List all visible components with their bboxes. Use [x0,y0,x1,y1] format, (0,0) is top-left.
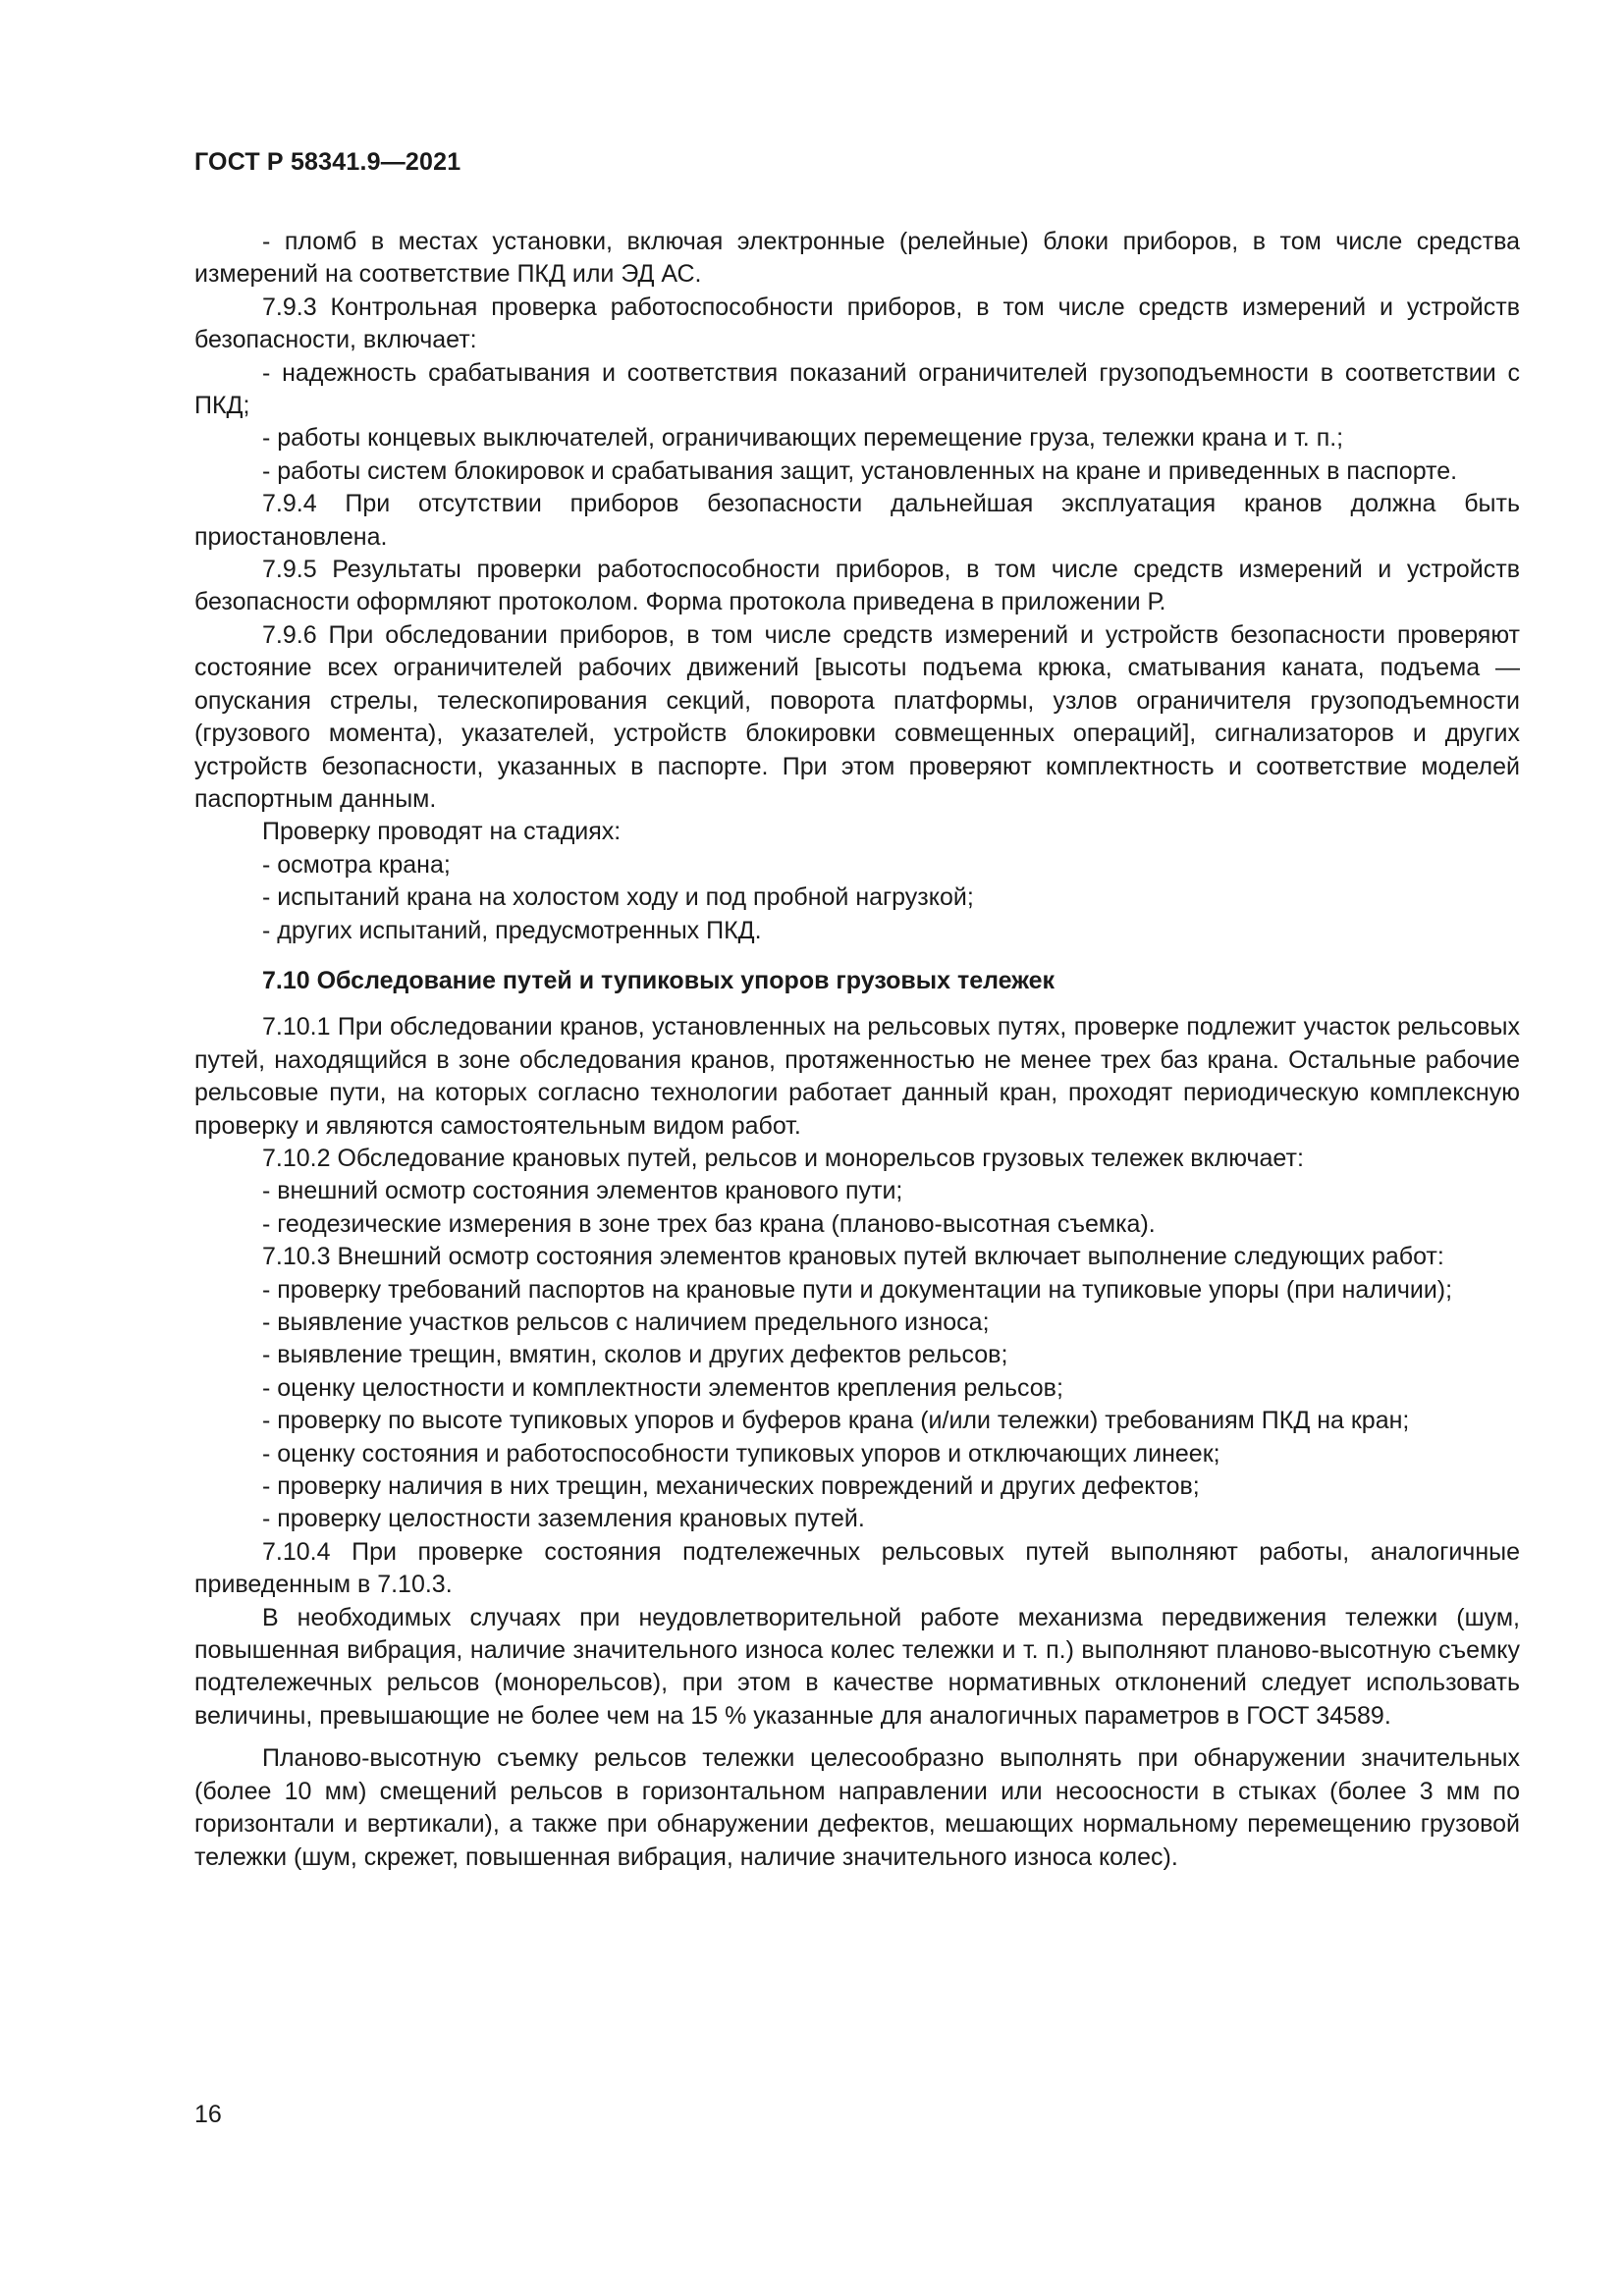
paragraph: 7.10.4 При проверке состояния подтележечных рельсовых путей выполняют работы, аналогичные приведенным в 7.10.3. [194,1537,1520,1599]
list-item: - испытаний крана на холостом ходу и под пробной нагрузкой; [262,883,974,912]
list-item: - выявление трещин, вмятин, сколов и других дефектов рельсов; [262,1341,1008,1369]
paragraph: Планово-высотную съемку рельсов тележки целесообразно выполнять при обнаружении значительных (более 10 мм) смещений рельсов в горизонтальном направлении или несоосности в стыках (более 3 мм по горизонтали и вертикали), а также при обнаружении дефектов, мешающих нормальному перемещению грузовой тележки (шум, скрежет, повышенная вибрация, наличие значительного износа колес). [194,1744,1520,1871]
list-item: - оценку состояния и работоспособности тупиковых упоров и отключающих линеек; [262,1439,1220,1468]
paragraph: 7.9.4 При отсутствии приборов безопасности дальнейшая эксплуатация кранов должна быть приостановлена. [194,490,1520,551]
paragraph: 7.9.3 Контрольная проверка работоспособности приборов, в том числе средств измерений и устройств безопасности, включает: [194,293,1520,354]
list-item: - внешний осмотр состояния элементов кранового пути; [262,1177,903,1205]
list-item: - других испытаний, предусмотренных ПКД. [262,916,762,944]
paragraph: В необходимых случаях при неудовлетворительной работе механизма передвижения тележки (шум, повышенная вибрация, наличие значительного износа колес тележки и т. п.) выполняют планово-высотную съемку подтележечных рельсов (монорельсов), при этом в качестве нормативных отклонений следует использовать величины, превышающие не более чем на 15 % указанные для аналогичных параметров в ГОСТ 34589. [194,1603,1520,1730]
document-body [194,226,1520,1874]
list-item: - работы систем блокировок и срабатывания защит, установленных на кране и приведенных в паспорте. [262,456,1458,485]
paragraph: 7.10.3 Внешний осмотр состояния элементов крановых путей включает выполнение следующих работ: [262,1243,1444,1271]
paragraph: 7.10.2 Обследование крановых путей, рельсов и монорельсов грузовых тележек включает: [262,1144,1304,1172]
list-item: - работы концевых выключателей, ограничивающих перемещение груза, тележки крана и т. п.; [262,424,1344,453]
paragraph: 7.9.5 Результаты проверки работоспособности приборов, в том числе средств измерений и устройств безопасности оформляют протоколом. Форма протокола приведена в приложении Р. [194,556,1520,616]
list-item: - надежность срабатывания и соответствия показаний ограничителей грузоподъемности в соответствии с ПКД; [194,358,1520,420]
section-heading: 7.10 Обследование путей и тупиковых упоров грузовых тележек [262,966,1056,994]
list-item: - оценку целостности и комплектности элементов крепления рельсов; [262,1373,1063,1402]
list-item: - геодезические измерения в зоне трех баз крана (планово-высотная съемка). [262,1209,1156,1238]
list-item: - выявление участков рельсов с наличием предельного износа; [262,1308,990,1336]
paragraph: Проверку проводят на стадиях: [262,818,622,846]
list-item: - пломб в местах установки, включая электронные (релейные) блоки приборов, в том числе средства измерений на соответствие ПКД или ЭД АС. [194,228,1520,289]
page-number: 16 [194,2101,222,2128]
list-item: - проверку наличия в них трещин, механических повреждений и других дефектов; [262,1472,1200,1501]
paragraph: 7.9.6 При обследовании приборов, в том числе средств измерений и устройств безопасности проверяют состояние всех ограничителей рабочих движений [высоты подъема крюка, сматывания каната, подъема — опускания стрелы, телескопирования секций, поворота платформы, узлов ограничителя грузоподъемности (грузового момента), указателей, устройств блокировки совмещенных операций], сигнализаторов и других устройств безопасности, указанных в паспорте. При этом проверяют комплектность и соответствие моделей паспортным данным. [194,620,1520,813]
list-item: - проверку целостности заземления крановых путей. [262,1505,865,1533]
list-item: - осмотра крана; [262,850,451,879]
document-header: ГОСТ Р 58341.9—2021 [194,148,461,176]
list-item: - проверку требований паспортов на крановые пути и документации на тупиковые упоры (при наличии); [262,1275,1453,1304]
list-item: - проверку по высоте тупиковых упоров и буферов крана (и/или тележки) требованиям ПКД на кран; [262,1407,1410,1435]
paragraph: 7.10.1 При обследовании кранов, установленных на рельсовых путях, проверке подлежит участок рельсовых путей, находящийся в зоне обследования кранов, протяженностью не менее трех баз крана. Остальные рабочие рельсовые пути, на которых согласно технологии работает данный кран, проходят периодическую комплексную проверку и являются самостоятельным видом работ. [194,1013,1520,1140]
